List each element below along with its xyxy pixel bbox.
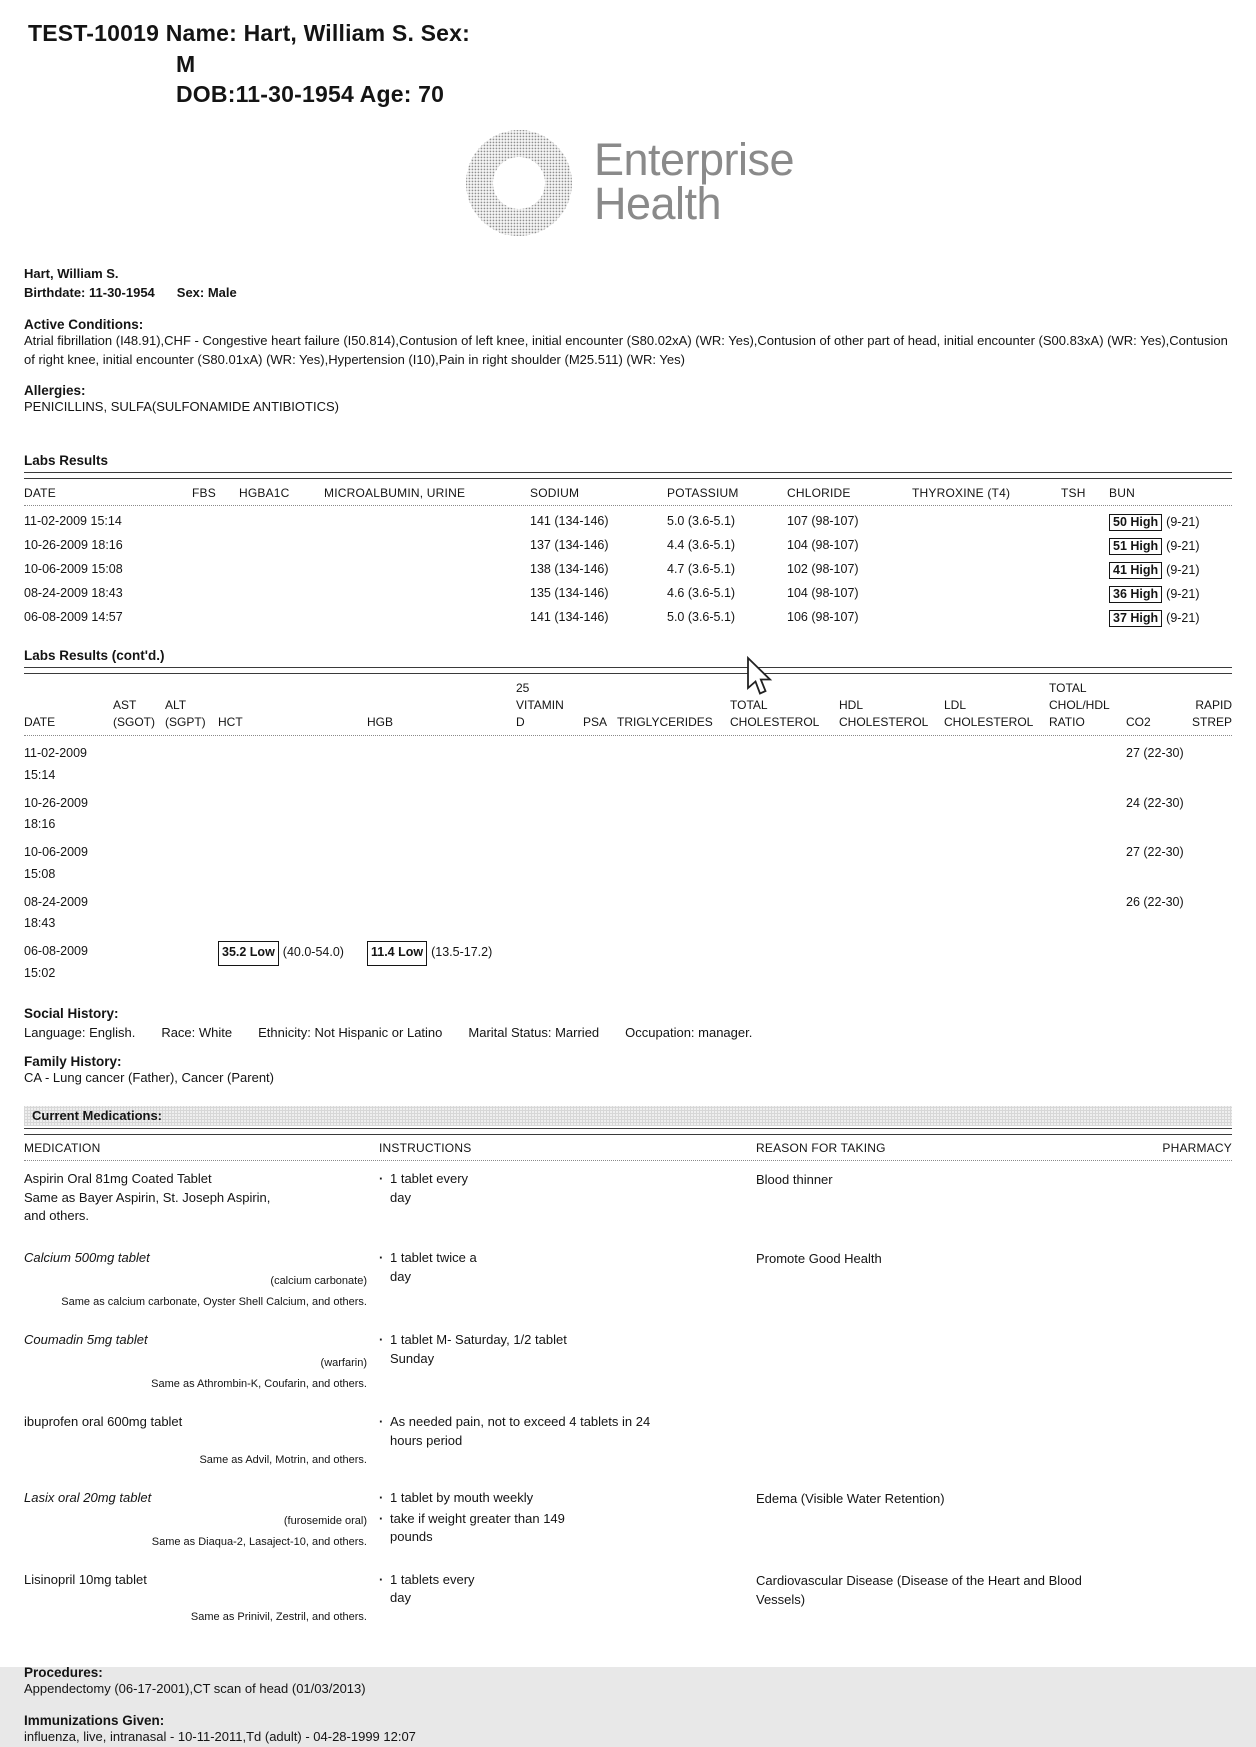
active-conditions-text: Atrial fibrillation (I48.91),CHF - Congestive heart failure (I50.814),Contusion of left knee, initial encounter (S80.02xA) (WR: Yes),Contusion of other part of head, initial encounter (S00.83xA) (WR: Yes),Contusion of right knee, initial encounter (S80.01xA) (WR: Yes),Hypertension (I10),Pain in right shoulder (M25.511) (WR: Yes) (24, 332, 1228, 367)
medication-same-as: Same as Prinivil, Zestril, and others. (190, 1611, 367, 1624)
section-allergies (24, 383, 1232, 417)
labs2-header-hgb: HGB (367, 715, 394, 730)
medication-generic-name: (furosemide oral) (283, 1514, 367, 1527)
section-family-history (24, 1054, 1232, 1088)
section-social-history (24, 1006, 1232, 1040)
procedures-text: Appendectomy (06-17-2001),CT scan of head (01/03/2013) (24, 1681, 366, 1697)
medication-name-cell: Lisinopril 10mg tablet Same as Prinivil, Zestril, and others. (24, 1562, 379, 1624)
labs1-top-rule (24, 472, 1232, 479)
medication-instructions-cell: · 1 tablet twice a day (379, 1240, 756, 1308)
active-conditions-title: Active Conditions: (24, 316, 144, 332)
labs2-header-date: DATE (24, 715, 56, 730)
labs1-row-date: 11-02-2009 15:14 (24, 514, 122, 529)
hct-range: (40.0-54.0) (282, 945, 344, 960)
labs1-row-sodium: 138 (134-146) (530, 562, 609, 577)
labs2-header-chol-hdl-ratio: TOTAL CHOL/HDL RATIO (1049, 681, 1110, 730)
medication-name-cell: Calcium 500mg tablet (calcium carbonate) Same as calcium carbonate, Oyster Shell Calcium, and others. (24, 1240, 379, 1308)
patient-sex: Sex: Male (176, 285, 237, 301)
patient-name: Hart, William S. (24, 265, 119, 281)
bun-range: (9-21) (1166, 611, 1200, 626)
logo-wordmark (593, 133, 795, 229)
labs1-header-potassium: POTASSIUM (667, 486, 739, 501)
labs2-top-rule (24, 667, 1232, 674)
section-procedures (24, 1665, 1232, 1699)
document-title-line1: TEST-10019 Name: Hart, William S. Sex: (28, 20, 471, 46)
allergies-title: Allergies: (24, 383, 86, 399)
hgb-flag-value: 11.4 Low (367, 941, 427, 965)
bullet-marker (379, 1170, 390, 1208)
labs1-header-microalbumin: MICROALBUMIN, URINE (324, 486, 466, 501)
medication-instructions-cell: · 1 tablet by mouth weekly · take if weight greater than 149 pounds (379, 1480, 756, 1548)
labs2-header-co2: CO2 (1126, 715, 1151, 730)
bullet-marker (379, 1413, 390, 1451)
labs2-header-psa: PSA (583, 715, 608, 730)
labs2-table (24, 674, 1232, 984)
labs1-row-bun (1109, 602, 1232, 626)
social-occupation: Occupation: manager. (625, 1024, 753, 1040)
labs2-header-ast: AST (SGOT) (113, 698, 155, 730)
labs-contd-title: Labs Results (cont'd.) (24, 648, 165, 664)
medication-same-as: Same as Advil, Motrin, and others. (199, 1453, 367, 1466)
immunizations-title: Immunizations Given: (24, 1713, 165, 1729)
labs2-row-co2: 24 (22-30) (1126, 795, 1184, 810)
labs2-row-hgb (367, 934, 516, 984)
medications-table (24, 1135, 1232, 1624)
bun-flag-value: 37 High (1109, 610, 1162, 627)
family-history-text: CA - Lung cancer (Father), Cancer (Parent) (24, 1069, 274, 1085)
labs1-header-bun: BUN (1109, 486, 1135, 501)
medication-reason-cell: Blood thinner (756, 1171, 833, 1187)
labs2-row-date: 10-06-2009 15:08 (24, 845, 88, 881)
mouse-cursor-icon (746, 657, 773, 697)
labs1-row-potassium: 4.7 (3.6-5.1) (667, 562, 736, 577)
section-labs-results (24, 453, 1232, 626)
labs-results-title: Labs Results (24, 453, 109, 469)
labs1-row-chloride: 102 (98-107) (787, 562, 859, 577)
bun-range: (9-21) (1166, 587, 1200, 602)
medication-instructions-cell: · 1 tablet M- Saturday, 1/2 tablet Sunday (379, 1322, 756, 1390)
medications-header-pharmacy: PHARMACY (1162, 1140, 1232, 1155)
social-ethnicity: Ethnicity: Not Hispanic or Latino (258, 1024, 443, 1040)
allergies-text: PENICILLINS, SULFA(SULFONAMIDE ANTIBIOTICS) (24, 399, 339, 415)
medication-generic-name: (calcium carbonate) (270, 1275, 367, 1288)
immunizations-text: influenza, live, intranasal - 10-11-2011,Td (adult) - 04-28-1999 12:07 (24, 1729, 416, 1745)
labs1-row-bun (1109, 578, 1232, 602)
labs2-row-co2: 27 (22-30) (1126, 746, 1184, 761)
labs1-row-date: 10-26-2009 18:16 (24, 538, 123, 553)
patient-birthdate: Birthdate: 11-30-1954 (24, 285, 155, 301)
medication-name-cell: ibuprofen oral 600mg tablet Same as Advil, Motrin, and others. (24, 1404, 379, 1466)
medications-header-medication: MEDICATION (24, 1140, 101, 1155)
medication-reason-cell (756, 1404, 1136, 1466)
medication-name-cell: Aspirin Oral 81mg Coated Tablet Same as Bayer Aspirin, St. Joseph Aspirin, and others. (24, 1170, 271, 1224)
social-history-title: Social History: (24, 1005, 119, 1021)
labs1-header-chloride: CHLORIDE (787, 486, 851, 501)
labs1-row-potassium: 5.0 (3.6-5.1) (667, 514, 736, 529)
bun-range: (9-21) (1166, 563, 1200, 578)
labs1-header-tsh: TSH (1061, 486, 1086, 501)
labs2-header-vitamin-d: 25 VITAMIN D (516, 681, 564, 730)
social-language: Language: English. (24, 1024, 136, 1040)
medication-reason-cell: Edema (Visible Water Retention) (756, 1490, 945, 1506)
bun-flag-value: 36 High (1109, 586, 1162, 603)
document-title-line2: M (176, 50, 196, 77)
labs1-row-bun (1109, 530, 1232, 554)
medication-reason-cell: Promote Good Health (756, 1251, 882, 1267)
family-history-title: Family History: (24, 1053, 122, 1069)
labs1-row-potassium: 4.4 (3.6-5.1) (667, 538, 736, 553)
labs1-header-hgba1c: HGBA1C (239, 486, 290, 501)
labs1-row-bun (1109, 554, 1232, 578)
patient-summary (24, 264, 1232, 303)
labs1-row-date: 10-06-2009 15:08 (24, 562, 123, 577)
labs1-row-chloride: 104 (98-107) (787, 538, 859, 553)
section-labs-results-contd (24, 648, 1232, 984)
social-history-text (24, 1025, 1232, 1040)
medication-same-as: Same as Diaqua-2, Lasaject-10, and others. (151, 1535, 367, 1548)
logo-word-enterprise: Enterprise (593, 133, 795, 185)
labs1-header-date: DATE (24, 486, 56, 501)
medication-name-cell: Lasix oral 20mg tablet (furosemide oral) Same as Diaqua-2, Lasaject-10, and others. (24, 1480, 379, 1548)
medication-reason-cell (756, 1322, 1136, 1390)
labs2-header-total-cholesterol: TOTAL CHOLESTEROL (730, 698, 820, 730)
current-medications-bar (24, 1106, 1232, 1126)
labs2-row-date: 11-02-2009 15:14 (24, 746, 88, 782)
social-marital-status: Marital Status: Married (468, 1024, 600, 1040)
labs1-row-sodium: 141 (134-146) (530, 514, 609, 529)
document-title-block (24, 0, 1232, 110)
section-active-conditions (24, 317, 1232, 370)
labs2-header-rapid-strep: RAPID STREP (1191, 698, 1232, 730)
medications-header-reason: REASON FOR TAKING (756, 1140, 886, 1155)
procedures-title: Procedures: (24, 1665, 103, 1681)
bullet-marker (379, 1489, 390, 1508)
hct-flag-value: 35.2 Low (218, 941, 279, 965)
medication-same-as: Same as Athrombin-K, Coufarin, and others. (151, 1377, 367, 1390)
labs1-header-sodium: SODIUM (530, 486, 580, 501)
labs2-row-hct (218, 934, 367, 984)
medications-header-instructions: INSTRUCTIONS (379, 1140, 472, 1155)
bun-flag-value: 50 High (1109, 514, 1162, 531)
bullet-marker (379, 1249, 390, 1287)
labs2-row-co2: 26 (22-30) (1126, 894, 1184, 909)
labs2-row-date: 08-24-2009 18:43 (24, 894, 88, 931)
labs1-table (24, 479, 1232, 626)
medication-instructions-cell: · 1 tablets every day (379, 1562, 756, 1624)
medication-same-as: Same as calcium carbonate, Oyster Shell Calcium, and others. (61, 1296, 367, 1309)
section-immunizations (24, 1713, 1232, 1747)
labs1-row-sodium: 141 (134-146) (530, 610, 609, 625)
labs2-row-date: 06-08-2009 15:02 (24, 944, 88, 980)
labs1-row-sodium: 137 (134-146) (530, 538, 609, 553)
labs2-header-ldl-cholesterol: LDL CHOLESTEROL (944, 698, 1034, 730)
labs1-row-bun (1109, 506, 1232, 530)
bun-flag-value: 51 High (1109, 538, 1162, 555)
labs1-header-fbs: FBS (192, 486, 216, 501)
labs1-row-date: 08-24-2009 18:43 (24, 586, 123, 601)
document-title-line3: DOB:11-30-1954 Age: 70 (176, 81, 445, 108)
bun-range: (9-21) (1166, 539, 1200, 554)
labs2-row-co2: 27 (22-30) (1126, 845, 1184, 860)
medication-instructions-cell: · As needed pain, not to exceed 4 tablets in 24 hours period (379, 1404, 756, 1466)
medication-name-cell: Coumadin 5mg tablet (warfarin) Same as Athrombin-K, Coufarin, and others. (24, 1322, 379, 1390)
bun-range: (9-21) (1166, 515, 1200, 530)
current-medications-title: Current Medications: (32, 1108, 163, 1124)
labs1-header-thyroxine: THYROXINE (T4) (912, 486, 1011, 501)
social-race: Race: White (161, 1024, 233, 1040)
medication-reason-cell: Cardiovascular Disease (Disease of the Heart and Blood Vessels) (756, 1572, 1082, 1608)
bullet-marker (379, 1331, 390, 1369)
labs2-row-date: 10-26-2009 18:16 (24, 795, 88, 832)
labs2-header-hdl-cholesterol: HDL CHOLESTEROL (839, 698, 929, 730)
labs1-row-chloride: 104 (98-107) (787, 586, 859, 601)
medication-instructions-cell: · 1 tablet every day (379, 1161, 756, 1227)
medications-top-rule (24, 1128, 1232, 1135)
labs2-header-hct: HCT (218, 715, 243, 730)
logo-ring-icon (462, 123, 578, 241)
labs1-row-sodium: 135 (134-146) (530, 586, 609, 601)
labs2-header-alt: ALT (SGPT) (165, 698, 206, 730)
labs1-row-potassium: 5.0 (3.6-5.1) (667, 610, 736, 625)
labs1-row-date: 06-08-2009 14:57 (24, 610, 123, 625)
bullet-marker (379, 1571, 390, 1609)
labs2-header-triglycerides: TRIGLYCERIDES (617, 715, 713, 730)
logo-word-health: Health (593, 177, 722, 229)
hgb-range: (13.5-17.2) (431, 945, 493, 960)
labs1-row-chloride: 107 (98-107) (787, 514, 859, 529)
labs1-row-chloride: 106 (98-107) (787, 610, 859, 625)
bun-flag-value: 41 High (1109, 562, 1162, 579)
medication-generic-name: (warfarin) (320, 1356, 367, 1369)
enterprise-health-logo (24, 116, 1232, 248)
labs1-row-potassium: 4.6 (3.6-5.1) (667, 586, 736, 601)
bullet-marker (379, 1510, 390, 1548)
